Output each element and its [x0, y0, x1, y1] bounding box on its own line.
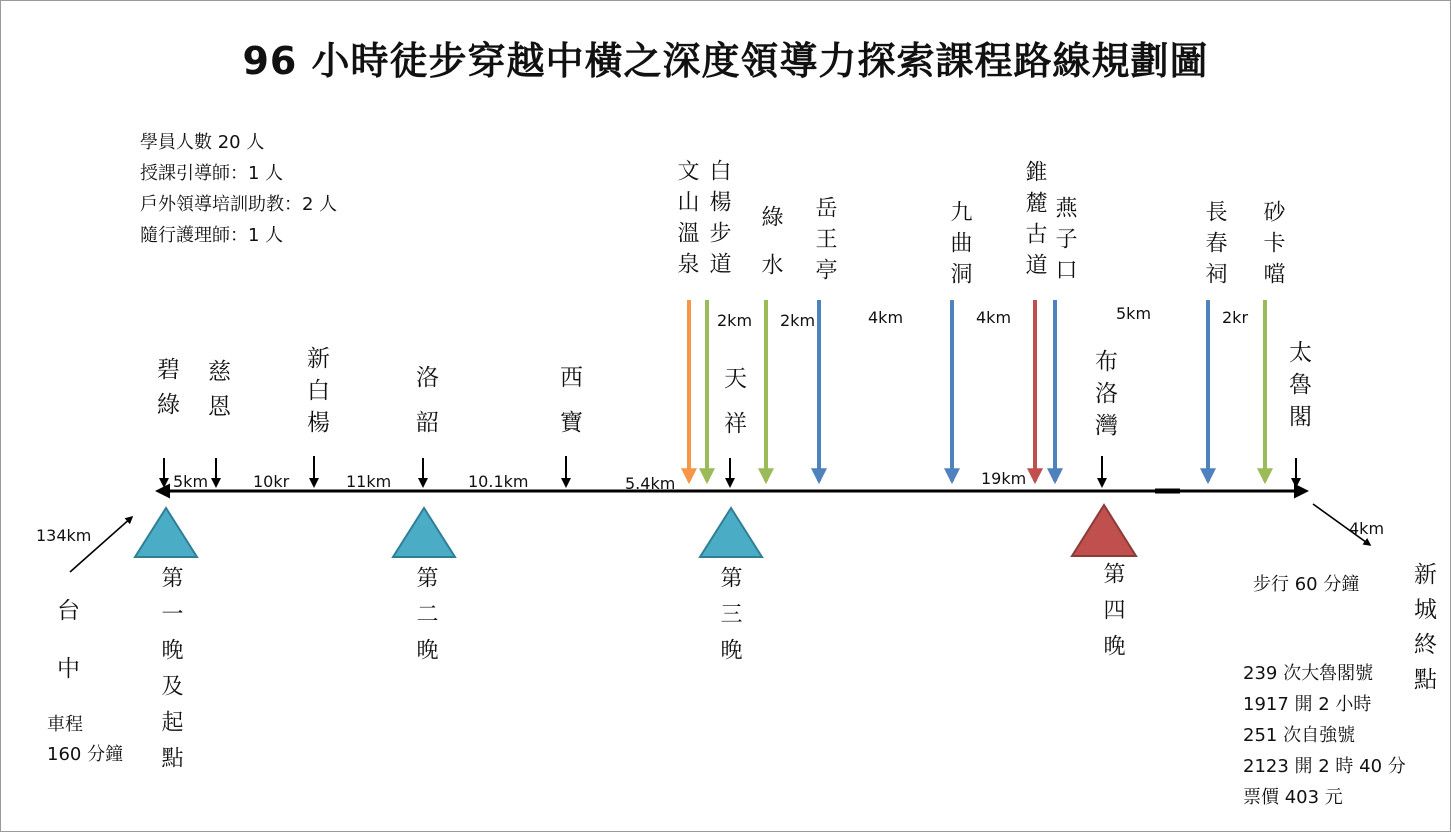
stop-label-buluowan: 布洛灣 — [1091, 349, 1117, 445]
drive-label: 車程 — [47, 714, 83, 735]
transport-line-2: 1917 開 2 小時 — [1243, 694, 1372, 715]
distance-segment-2km-b: 2km — [780, 311, 816, 330]
attraction-label-baiyang: 白楊步道 — [706, 159, 731, 283]
stop-label-cien: 慈恩 — [204, 359, 230, 429]
stop-label-xinbaiyang: 新白楊 — [303, 346, 329, 442]
attraction-label-jiuqu: 九曲洞 — [947, 200, 972, 293]
stop-label-xibao: 西寶 — [556, 365, 582, 455]
stop-label-xincheng: 新城終點 — [1410, 562, 1436, 702]
distance-segment-2km-a: 2km — [717, 311, 753, 330]
drive-time: 160 分鐘 — [47, 744, 124, 765]
stop-label-bilu: 碧綠 — [153, 357, 179, 427]
attraction-label-yanzikou: 燕子口 — [1052, 196, 1077, 289]
night-label-3: 第三晚 — [717, 566, 742, 674]
distance-bilu-cien: 5km — [173, 472, 209, 491]
night-label-4: 第四晚 — [1100, 562, 1125, 670]
transport-line-5: 票價 403 元 — [1243, 787, 1343, 808]
camp-triangle-night2 — [393, 508, 455, 557]
distance-xincheng: 4km — [1349, 519, 1385, 538]
distance-segment-2km-c: 2kr — [1222, 308, 1249, 327]
transport-line-3: 251 次自強號 — [1243, 725, 1356, 746]
staff-assistants: 戶外領導培訓助教：2 人 — [140, 194, 338, 215]
staff-facilitator: 授課引導師：1 人 — [140, 163, 284, 184]
camp-triangle-night3 — [700, 508, 762, 557]
distance-segment-4km-a: 4km — [868, 308, 904, 327]
attraction-label-shakadang: 砂卡噹 — [1260, 200, 1285, 293]
diagram-title: 96 小時徒步穿越中橫之深度領導力探索課程路線規劃圖 — [242, 39, 1209, 83]
distance-taichung: 134km — [36, 526, 92, 545]
distance-luoshao-xibao: 10.1km — [468, 472, 529, 491]
walk-time: 步行 60 分鐘 — [1253, 574, 1360, 595]
stop-label-taichung: 台中 — [53, 598, 79, 714]
camp-triangle-night4 — [1072, 505, 1136, 556]
distance-tianxiang-taroko: 19km — [981, 469, 1027, 488]
attraction-label-yuewang: 岳王亭 — [812, 196, 837, 289]
transport-line-4: 2123 開 2 時 40 分 — [1243, 756, 1406, 777]
attraction-label-zhuilu: 錐麓古道 — [1022, 160, 1047, 284]
night-label-1: 第一晚及起點 — [158, 566, 183, 782]
distance-xinbaiyang-luoshao: 11km — [346, 472, 392, 491]
attraction-label-lushui: 綠水 — [758, 205, 783, 301]
staff-nurse: 隨行護理師：1 人 — [140, 225, 284, 246]
attraction-label-changchun: 長春祠 — [1202, 200, 1227, 293]
night-label-2: 第二晚 — [413, 566, 438, 674]
distance-cien-xinbaiyang: 10kr — [253, 472, 290, 491]
stop-label-luoshao: 洛韶 — [412, 365, 438, 455]
attraction-label-wenshan: 文山溫泉 — [674, 159, 699, 283]
staff-students: 學員人數 20 人 — [140, 132, 265, 153]
stop-label-taroko: 太魯閣 — [1285, 340, 1311, 436]
distance-segment-5km: 5km — [1116, 304, 1152, 323]
distance-xibao-tianxiang: 5.4km — [625, 474, 676, 493]
camp-triangle-night1 — [135, 508, 197, 557]
stop-label-tianxiang: 天祥 — [720, 366, 746, 456]
transport-line-1: 239 次大魯閣號 — [1243, 663, 1374, 684]
distance-segment-4km-b: 4km — [976, 308, 1012, 327]
transport-info — [1243, 658, 1406, 813]
